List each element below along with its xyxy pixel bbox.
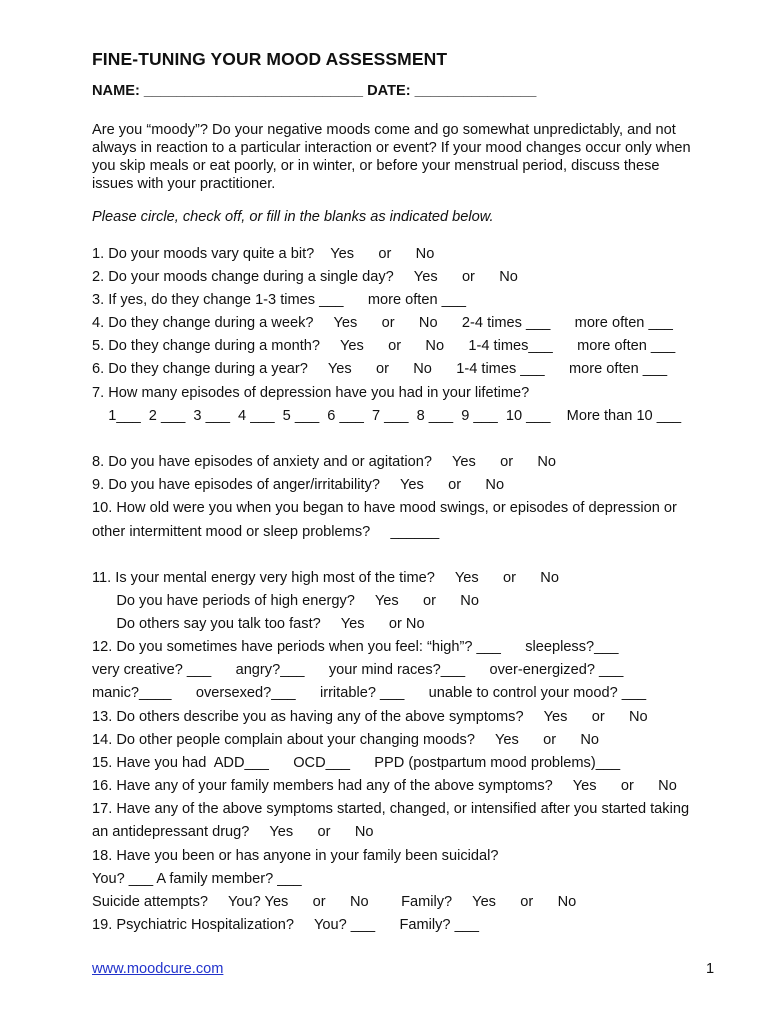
question-10: 10. How old were you when you began to have mood swings, or episodes of depression or	[92, 500, 677, 516]
question-17: 17. Have any of the above symptoms started, changed, or intensified after you started taking	[92, 801, 690, 817]
question-18-line-2: You? ___ A family member? ___	[92, 871, 302, 887]
intro-line: you skip meals or eat poorly, or in winter, or before your menstrual period, discuss these	[92, 158, 660, 174]
question-15: 15. Have you had ADD___ OCD___ PPD (postpartum mood problems)___	[92, 755, 621, 771]
footer-link[interactable]: www.moodcure.com	[92, 961, 224, 977]
page-title: FINE-TUNING YOUR MOOD ASSESSMENT	[92, 49, 448, 69]
question-2: 2. Do your moods change during a single day? Yes or No	[92, 269, 518, 285]
question-12-line-3: manic?____ oversexed?___ irritable? ___ unable to control your mood? ___	[92, 685, 647, 701]
question-5: 5. Do they change during a month? Yes or No 1-4 times___ more often ___	[92, 338, 676, 354]
question-11-sub-1: Do you have periods of high energy? Yes or No	[92, 593, 479, 609]
question-18: 18. Have you been or has anyone in your family been suicidal?	[92, 848, 499, 864]
intro-paragraph	[92, 121, 722, 193]
question-17-cont: an antidepressant drug? Yes or No	[92, 824, 374, 840]
question-11: 11. Is your mental energy very high most of the time? Yes or No	[92, 570, 559, 586]
intro-line: always in reaction to a particular interaction or event? If your mood changes occur only when	[92, 140, 691, 156]
question-18-line-3: Suicide attempts? You? Yes or No Family? Yes or No	[92, 894, 577, 910]
question-11-sub-2: Do others say you talk too fast? Yes or No	[92, 616, 425, 632]
question-10-cont: other intermittent mood or sleep problems? ______	[92, 524, 440, 540]
question-6: 6. Do they change during a year? Yes or No 1-4 times ___ more often ___	[92, 361, 668, 377]
question-16: 16. Have any of your family members had any of the above symptoms? Yes or No	[92, 778, 677, 794]
question-7: 7. How many episodes of depression have you had in your lifetime?	[92, 385, 530, 401]
question-12-line-2: very creative? ___ angry?___ your mind races?___ over-energized? ___	[92, 662, 624, 678]
question-12: 12. Do you sometimes have periods when you feel: “high”? ___ sleepless?___	[92, 639, 619, 655]
question-7-options: 1___ 2 ___ 3 ___ 4 ___ 5 ___ 6 ___ 7 ___ 8 ___ 9 ___ 10 ___ More than 10 ___	[92, 408, 682, 424]
page-number: 1	[706, 961, 715, 977]
question-9: 9. Do you have episodes of anger/irritability? Yes or No	[92, 477, 505, 493]
name-date-line: NAME: ___________________________ DATE: _______________	[92, 83, 537, 99]
question-3: 3. If yes, do they change 1-3 times ___ more often ___	[92, 292, 466, 308]
question-14: 14. Do other people complain about your changing moods? Yes or No	[92, 732, 600, 748]
question-19: 19. Psychiatric Hospitalization? You? ___ Family? ___	[92, 917, 479, 933]
intro-line: issues with your practitioner.	[92, 176, 276, 192]
question-8: 8. Do you have episodes of anxiety and or agitation? Yes or No	[92, 454, 557, 470]
question-1: 1. Do your moods vary quite a bit? Yes or No	[92, 246, 435, 262]
intro-line: Are you “moody”? Do your negative moods come and go somewhat unpredictably, and not	[92, 122, 676, 138]
instructions: Please circle, check off, or fill in the blanks as indicated below.	[92, 209, 494, 225]
question-13: 13. Do others describe you as having any of the above symptoms? Yes or No	[92, 709, 648, 725]
question-4: 4. Do they change during a week? Yes or No 2-4 times ___ more often ___	[92, 315, 673, 331]
